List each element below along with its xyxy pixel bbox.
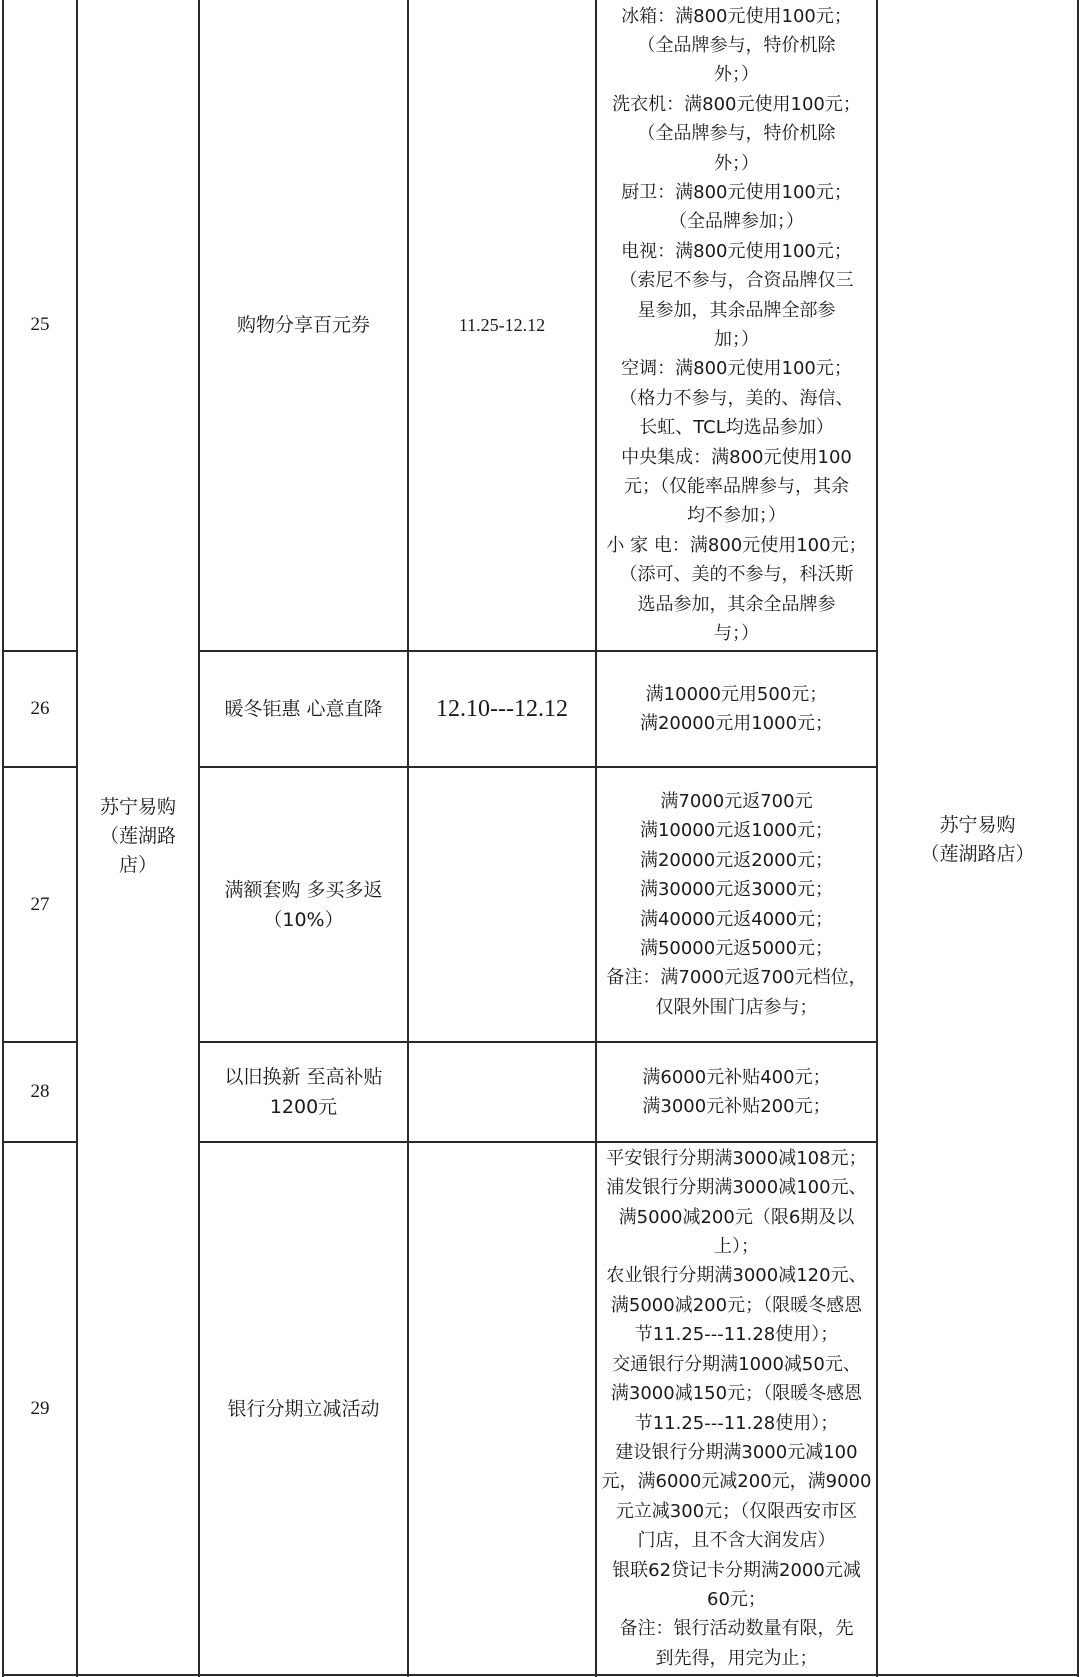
- detail-line: 节11.25---11.28使用）；: [634, 1324, 839, 1346]
- activity-name-line: 1200元: [269, 1096, 338, 1118]
- detail-line: 60元；: [707, 1588, 766, 1610]
- activity-name-line: 购物分享百元券: [236, 314, 370, 336]
- detail-line: 到先得，用完为止；: [655, 1647, 818, 1669]
- col-border-6: [1077, 0, 1079, 1677]
- detail-line: 中央集成：满800元使用100: [621, 446, 852, 468]
- detail-line: 冰箱：满800元使用100元；: [621, 5, 852, 27]
- activity-name-line: 满额套购 多买多返: [224, 878, 383, 901]
- activity-name: [200, 768, 407, 1041]
- detail-line: 建设银行分期满3000元减100: [615, 1441, 858, 1463]
- activity-detail: [597, 1143, 876, 1674]
- detail-line: 备注：满7000元返700元档位，: [606, 967, 867, 989]
- detail-line: 满40000元返4000元；: [639, 908, 834, 930]
- detail-line: （索尼不参与，合资品牌仅三: [619, 270, 854, 292]
- detail-line: （添可、美的不参与，科沃斯: [619, 564, 854, 586]
- detail-line: 满10000元返1000元；: [639, 820, 834, 842]
- detail-line: 满7000元返700元: [660, 790, 813, 812]
- detail-line: 农业银行分期满3000减120元、: [606, 1265, 867, 1287]
- row-number: 25: [30, 314, 50, 335]
- store-name-line: 店）: [118, 854, 157, 876]
- activity-name: [200, 1143, 407, 1674]
- store-name-cell: [78, 0, 198, 1677]
- detail-line: 选品参加，其余全品牌参: [637, 593, 836, 615]
- activity-name: [200, 652, 407, 766]
- activity-date: [409, 768, 595, 1041]
- detail-line: （格力不参与，美的、海信、: [619, 387, 854, 409]
- detail-line: 门店，且不含大润发店）: [637, 1530, 836, 1552]
- activity-detail: [597, 768, 876, 1041]
- activity-name: [200, 0, 407, 650]
- detail-line: 长虹、TCL均选品参加）: [639, 417, 834, 439]
- detail-line: 满3000减150元；（限暖冬感恩: [610, 1383, 863, 1405]
- detail-line: 小 家 电：满800元使用100元；: [606, 534, 867, 556]
- organizer-line: 苏宁易购: [939, 814, 1016, 836]
- detail-line: （全品牌参与，特价机除: [637, 123, 836, 145]
- store-name-line: 苏宁易购: [99, 796, 176, 818]
- detail-line: 满5000减200元（限6期及以: [618, 1206, 855, 1228]
- detail-line: 浦发银行分期满3000减100元、: [606, 1177, 867, 1199]
- detail-line: 元，满6000元减200元，满9000: [601, 1471, 872, 1493]
- detail-line: 满3000元补贴200元；: [642, 1096, 831, 1117]
- detail-line: 满20000元返2000元；: [639, 849, 834, 871]
- detail-line: 洗衣机：满800元使用100元；: [612, 93, 861, 115]
- detail-line: 空调：满800元使用100元；: [621, 358, 852, 380]
- detail-line: 满20000元用1000元；: [639, 713, 834, 734]
- activity-date: [409, 1043, 595, 1141]
- detail-line: （全品牌参与，特价机除: [637, 34, 836, 56]
- activity-date: 12.10---12.12: [436, 695, 568, 722]
- activity-detail: [597, 1043, 876, 1141]
- row-number: 29: [30, 1397, 50, 1419]
- detail-line: 备注：银行活动数量有限，先: [619, 1618, 854, 1640]
- detail-line: 满50000元返5000元；: [639, 937, 834, 959]
- organizer-cell: [878, 0, 1077, 1677]
- detail-line: 加；）: [714, 329, 759, 350]
- activity-name: [200, 1043, 407, 1141]
- row-number: 26: [30, 698, 50, 719]
- store-name-line: （莲湖路: [99, 825, 176, 847]
- detail-line: 电视：满800元使用100元；: [621, 240, 852, 262]
- detail-line: 与；）: [714, 623, 759, 645]
- detail-line: 满10000元用500元；: [645, 683, 828, 705]
- detail-line: 外；）: [714, 152, 759, 174]
- detail-line: （全品牌参加；）: [669, 211, 804, 233]
- detail-line: 满30000元返3000元；: [639, 879, 834, 901]
- activity-detail: [597, 652, 876, 766]
- detail-line: 均不参加；）: [687, 505, 786, 527]
- activity-date: [409, 1143, 595, 1674]
- row-number: 28: [30, 1081, 50, 1102]
- activity-name-line: 以旧换新 至高补贴: [224, 1066, 383, 1088]
- detail-line: 元；（仅能率品牌参与，其余: [624, 476, 849, 498]
- detail-line: 仅限外围门店参与；: [655, 996, 818, 1018]
- activity-name-line: 银行分期立减活动: [227, 1397, 380, 1420]
- detail-line: 厨卫：满800元使用100元；: [621, 181, 852, 203]
- detail-line: 银联62贷记卡分期满2000元减: [612, 1559, 861, 1581]
- detail-line: 元立减300元；（仅限西安市区: [615, 1500, 858, 1522]
- detail-line: 满6000元补贴400元；: [642, 1066, 831, 1088]
- detail-line: 节11.25---11.28使用）；: [634, 1412, 839, 1434]
- detail-line: 外；）: [714, 64, 759, 86]
- row-number: 27: [30, 893, 50, 915]
- organizer-line: （莲湖路店）: [920, 843, 1035, 865]
- activity-name-line: 暖冬钜惠 心意直降: [224, 698, 383, 720]
- activity-detail: [597, 0, 876, 650]
- activity-date: 11.25-12.12: [458, 314, 546, 335]
- detail-line: 星参加，其余品牌全部参: [637, 299, 836, 321]
- activity-name-line: （10%）: [263, 908, 344, 931]
- detail-line: 上）；: [713, 1236, 759, 1258]
- detail-line: 平安银行分期满3000减108元；: [606, 1147, 867, 1169]
- detail-line: 满5000减200元；（限暖冬感恩: [610, 1294, 863, 1316]
- detail-line: 交通银行分期满1000减50元、: [612, 1353, 861, 1375]
